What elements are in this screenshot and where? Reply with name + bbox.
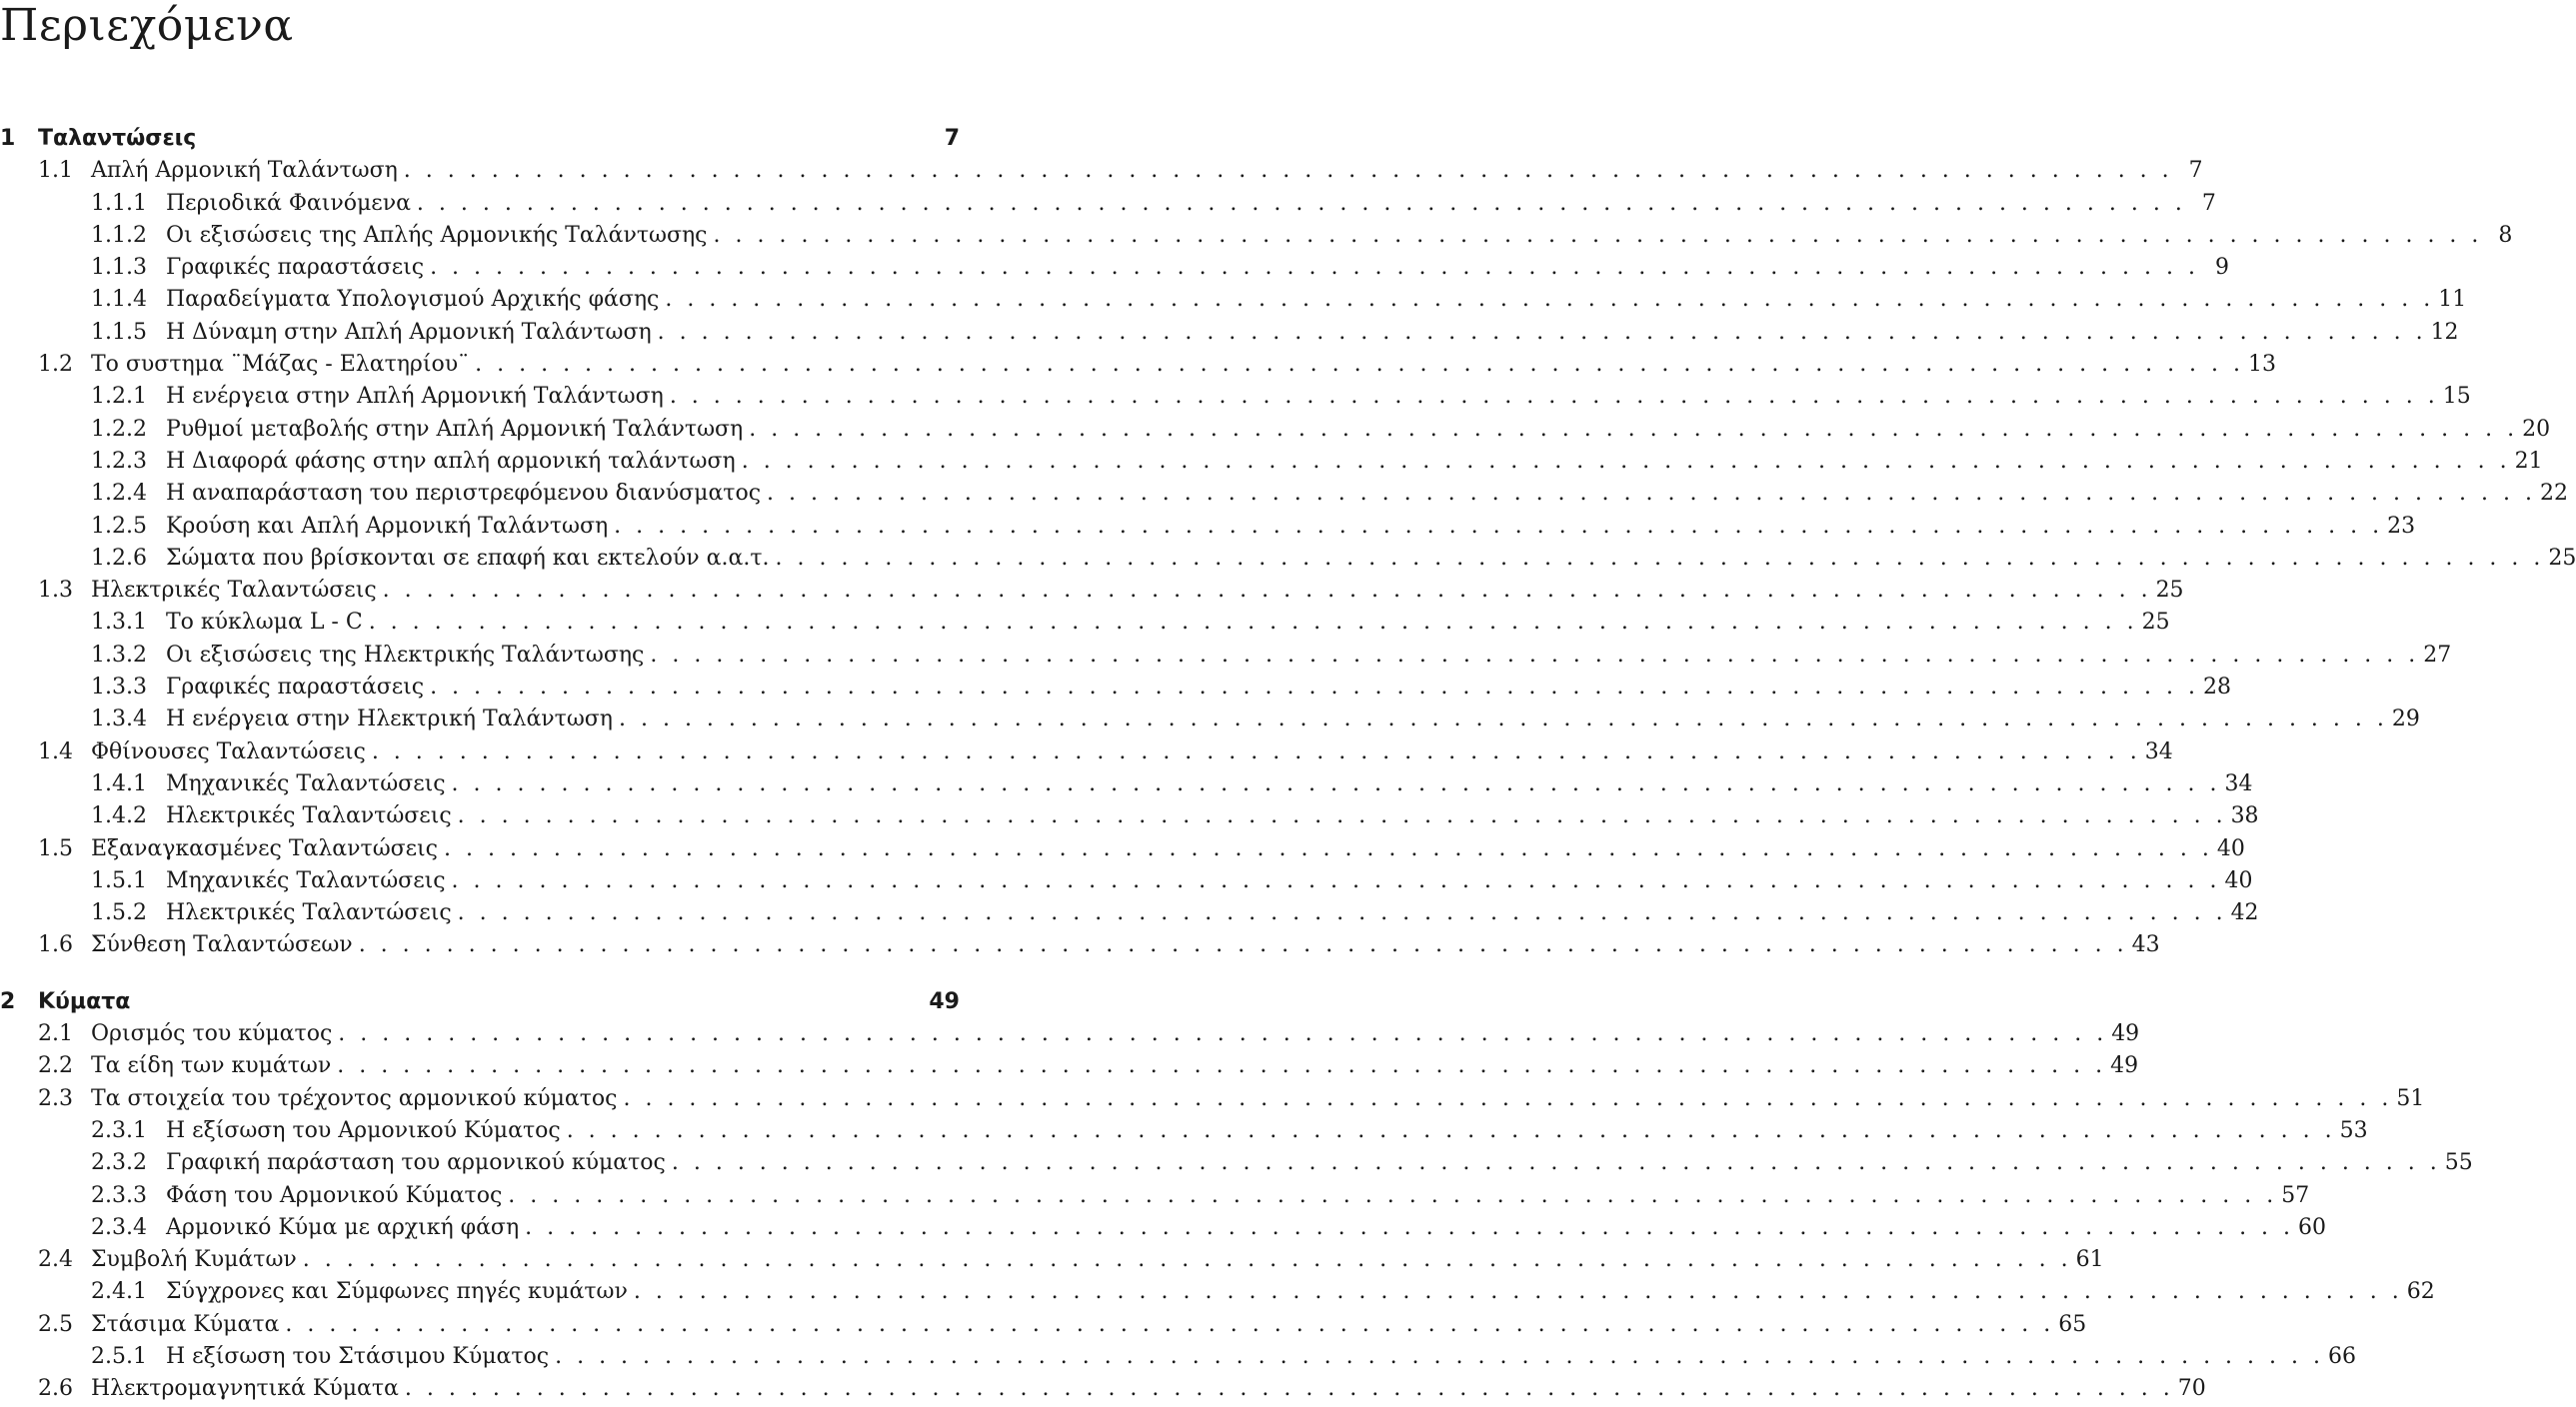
section-title: Ηλεκτρικές Ταλαντώσεις: [166, 900, 452, 926]
section-number: 2.3.3: [91, 1182, 147, 1208]
toc-subsection-row[interactable]: [0, 672, 2231, 704]
section-title: Συμβολή Κυμάτων: [91, 1247, 297, 1273]
dot-leader: [742, 446, 2511, 478]
toc-subsection-row[interactable]: [0, 511, 2416, 543]
section-number: 1.4.1: [91, 770, 147, 796]
section-number: 2.1: [38, 1021, 73, 1047]
section-number: 1.3.1: [91, 610, 147, 636]
section-title: Η Διαφορά φάσης στην απλή αρμονική ταλάντωση: [166, 448, 736, 474]
toc-subsection-row[interactable]: [0, 284, 2467, 316]
section-number: 1.1: [38, 158, 73, 184]
chapter-title: Κύματα: [38, 988, 131, 1014]
toc-subsection-row[interactable]: [0, 640, 2452, 672]
dot-leader: [776, 543, 2545, 575]
section-title: Γραφική παράσταση του αρμονικού κύματος: [166, 1150, 666, 1176]
section-number: 1.1.4: [91, 287, 147, 313]
page-number: 8: [2498, 222, 2513, 248]
section-number: 1.2.1: [91, 384, 147, 410]
toc-chapter-row[interactable]: [0, 986, 960, 1018]
toc-section-row[interactable]: [0, 1244, 2104, 1276]
page-number: 60: [2298, 1214, 2327, 1240]
page-number: 11: [2438, 287, 2467, 313]
page-number: 43: [2131, 932, 2160, 958]
section-title: Απλή Αρμονική Ταλάντωση: [91, 158, 398, 184]
toc-subsection-row[interactable]: [0, 1115, 2368, 1147]
page-number: 7: [944, 126, 960, 151]
toc-section-row[interactable]: [0, 736, 2173, 768]
chapter-title: Ταλαντώσεις: [38, 126, 197, 151]
section-title: Ηλεκτρομαγνητικά Κύματα: [91, 1376, 399, 1402]
page-number: 12: [2430, 319, 2459, 345]
section-title: Σώματα που βρίσκονται σε επαφή και εκτελούν α.α.τ.: [166, 545, 770, 571]
page-number: 53: [2339, 1117, 2368, 1143]
page-number: 29: [2391, 706, 2420, 732]
section-number: 2.3: [38, 1085, 73, 1111]
section-number: 1.5.2: [91, 900, 147, 926]
section-number: 2.5: [38, 1311, 73, 1337]
section-title: Παραδείγματα Υπολογισμού Αρχικής φάσης: [166, 287, 660, 313]
section-number: 2.3.1: [91, 1117, 147, 1143]
section-title: Γραφικές παραστάσεις: [166, 675, 425, 701]
toc-chapter-row[interactable]: [0, 123, 960, 155]
toc-subsection-row[interactable]: [0, 704, 2420, 735]
dot-leader: [670, 381, 2439, 413]
dot-leader: [430, 252, 2199, 284]
page-title: Περιεχόμενα: [0, 0, 294, 51]
toc-section-row[interactable]: [0, 575, 2184, 607]
section-title: Η εξίσωση του Αρμονικού Κύματος: [166, 1117, 561, 1143]
section-number: 1.3.2: [91, 642, 147, 668]
section-title: Σύγχρονες και Σύμφωνες πηγές κυμάτων: [166, 1279, 628, 1305]
section-title: Κρούση και Απλή Αρμονική Ταλάντωση: [166, 513, 609, 539]
section-number: 1.2.2: [91, 416, 147, 442]
section-number: 2.3.4: [91, 1214, 147, 1240]
toc-subsection-row[interactable]: [0, 252, 2229, 284]
page-number: 49: [2110, 1053, 2139, 1079]
section-title: Στάσιμα Κύματα: [91, 1311, 280, 1337]
section-title: Η ενέργεια στην Απλή Αρμονική Ταλάντωση: [166, 384, 664, 410]
section-number: 1.6: [38, 932, 73, 958]
section-title: Ρυθμοί μεταβολής στην Απλή Αρμονική Ταλάντωση: [166, 416, 744, 442]
page-number: 55: [2444, 1150, 2473, 1176]
section-title: Μηχανικές Ταλαντώσεις: [166, 770, 446, 796]
toc-subsection-row[interactable]: [0, 607, 2170, 639]
section-number: 1.5.1: [91, 867, 147, 893]
toc-subsection-row[interactable]: [0, 897, 2259, 929]
dot-leader: [508, 1180, 2277, 1212]
toc-section-row[interactable]: [0, 929, 2160, 961]
chapter-number: 2: [0, 988, 16, 1014]
dot-leader: [714, 220, 2483, 252]
dot-leader: [417, 188, 2186, 220]
page-number: 7: [2188, 158, 2203, 184]
section-number: 1.2.6: [91, 545, 147, 571]
page-number: 15: [2442, 384, 2471, 410]
chapter-number: 1: [0, 126, 16, 151]
dot-leader: [303, 1244, 2072, 1276]
dot-leader: [567, 1115, 2336, 1147]
dot-leader: [338, 1018, 2107, 1050]
section-number: 1.1.1: [91, 190, 147, 216]
section-title: Η ενέργεια στην Ηλεκτρική Ταλάντωση: [166, 706, 613, 732]
page-number: 23: [2387, 513, 2416, 539]
page-number: 66: [2328, 1343, 2356, 1369]
dot-leader: [767, 478, 2536, 510]
page-number: 27: [2423, 642, 2452, 668]
toc-section-row[interactable]: [0, 349, 2277, 381]
section-title: Τα είδη των κυμάτων: [91, 1053, 332, 1079]
section-title: Ορισμός του κύματος: [91, 1021, 333, 1047]
section-title: Ηλεκτρικές Ταλαντώσεις: [91, 578, 377, 604]
toc-subsection-row[interactable]: [0, 1341, 2356, 1373]
section-number: 1.4.2: [91, 803, 147, 829]
page-number: 21: [2514, 448, 2543, 474]
toc-section-row[interactable]: [0, 1050, 2139, 1082]
toc-subsection-row[interactable]: [0, 220, 2513, 252]
dot-leader: [430, 672, 2199, 704]
page-number: 57: [2281, 1182, 2310, 1208]
dot-leader: [665, 284, 2434, 316]
dot-leader: [369, 607, 2138, 639]
section-title: Γραφικές παραστάσεις: [166, 255, 425, 281]
dot-leader: [383, 575, 2152, 607]
page-number: 25: [2141, 610, 2170, 636]
dot-leader: [337, 1050, 2106, 1082]
toc-subsection-row[interactable]: [0, 865, 2253, 897]
toc-subsection-row[interactable]: [0, 768, 2253, 800]
page-number: 20: [2522, 416, 2551, 442]
section-number: 2.4: [38, 1247, 73, 1273]
dot-leader: [452, 768, 2221, 800]
toc-subsection-row[interactable]: [0, 1212, 2327, 1244]
section-number: 1.1.5: [91, 319, 147, 345]
page-number: 65: [2058, 1311, 2087, 1337]
section-title: Οι εξισώσεις της Απλής Αρμονικής Ταλάντωσης: [166, 222, 708, 248]
dot-leader: [634, 1276, 2403, 1308]
toc-subsection-row[interactable]: [0, 478, 2568, 510]
page-number: 49: [2111, 1021, 2140, 1047]
page-number: 49: [929, 988, 960, 1014]
section-title: Μηχανικές Ταλαντώσεις: [166, 867, 446, 893]
section-number: 1.3: [38, 578, 73, 604]
toc-subsection-row[interactable]: [0, 414, 2551, 446]
dot-leader: [619, 704, 2388, 735]
toc-section-row[interactable]: [0, 155, 2203, 187]
dot-leader: [458, 897, 2227, 929]
section-number: 1.2.5: [91, 513, 147, 539]
toc-subsection-row[interactable]: [0, 188, 2216, 220]
page-number: 22: [2539, 481, 2568, 507]
dot-leader: [749, 414, 2518, 446]
dot-leader: [452, 865, 2221, 897]
page-number: 42: [2230, 900, 2259, 926]
section-title: Περιοδικά Φαινόμενα: [166, 190, 411, 216]
dot-leader: [475, 349, 2244, 381]
page-number: 61: [2075, 1247, 2104, 1273]
page-number: 34: [2224, 770, 2253, 796]
dot-leader: [658, 317, 2427, 349]
section-title: Φθίνουσες Ταλαντώσεις: [91, 738, 366, 764]
toc-subsection-row[interactable]: [0, 1180, 2310, 1212]
section-title: Εξαναγκασμένες Ταλαντώσεις: [91, 835, 438, 861]
page-number: 13: [2248, 352, 2277, 378]
toc-section-row[interactable]: [0, 1309, 2087, 1341]
page-number: 28: [2202, 675, 2231, 701]
page-number: 38: [2230, 803, 2259, 829]
dot-leader: [359, 929, 2128, 961]
dot-leader: [372, 736, 2141, 768]
dot-leader: [623, 1083, 2392, 1115]
chapter-gap: [0, 962, 960, 986]
dot-leader: [525, 1212, 2294, 1244]
page-number: 9: [2214, 255, 2229, 281]
dot-leader: [458, 800, 2227, 832]
page-number: 25: [2155, 578, 2184, 604]
toc-subsection-row[interactable]: [0, 381, 2471, 413]
toc-subsection-row[interactable]: [0, 543, 2576, 575]
toc-subsection-row[interactable]: [0, 1276, 2435, 1308]
section-number: 2.2: [38, 1053, 73, 1079]
section-title: Το κύκλωμα L - C: [166, 610, 363, 636]
toc-section-row[interactable]: [0, 1373, 2206, 1405]
page-number: 40: [2224, 867, 2253, 893]
section-title: Αρμονικό Κύμα με αρχική φάση: [166, 1214, 520, 1240]
toc-subsection-row[interactable]: [0, 446, 2543, 478]
section-number: 1.3.4: [91, 706, 147, 732]
toc-section-row[interactable]: [0, 833, 2245, 865]
section-number: 2.3.2: [91, 1150, 147, 1176]
section-title: Το συστημα ¨Μάζας - Ελατηρίου¨: [91, 352, 470, 378]
page-number: 34: [2144, 738, 2173, 764]
section-title: Η αναπαράσταση του περιστρεφόμενου διανύσματος: [166, 481, 762, 507]
section-title: Οι εξισώσεις της Ηλεκτρικής Ταλάντωσης: [166, 642, 645, 668]
section-title: Η εξίσωση του Στάσιμου Κύματος: [166, 1343, 550, 1369]
dot-leader: [405, 1373, 2174, 1405]
dot-leader: [555, 1341, 2324, 1373]
toc-subsection-row[interactable]: [0, 800, 2259, 832]
dot-leader: [650, 640, 2419, 672]
section-title: Φάση του Αρμονικού Κύματος: [166, 1182, 503, 1208]
dot-leader: [444, 833, 2213, 865]
toc-subsection-row[interactable]: [0, 317, 2459, 349]
dot-leader: [404, 155, 2173, 187]
page-number: 70: [2177, 1376, 2206, 1402]
section-title: Σύνθεση Ταλαντώσεων: [91, 932, 353, 958]
section-number: 2.6: [38, 1376, 73, 1402]
page-number: 62: [2406, 1279, 2435, 1305]
section-number: 1.5: [38, 835, 73, 861]
section-number: 2.4.1: [91, 1279, 147, 1305]
section-number: 2.5.1: [91, 1343, 147, 1369]
section-title: Τα στοιχεία του τρέχοντος αρμονικού κύματος: [91, 1085, 618, 1111]
section-number: 1.2.3: [91, 448, 147, 474]
toc-section-row[interactable]: [0, 1018, 2140, 1050]
dot-leader: [672, 1147, 2441, 1179]
section-title: Ηλεκτρικές Ταλαντώσεις: [166, 803, 452, 829]
toc-section-row[interactable]: [0, 1083, 2425, 1115]
section-number: 1.1.3: [91, 255, 147, 281]
page-number: 25: [2548, 545, 2576, 571]
page-number: 40: [2216, 835, 2245, 861]
page-number: 51: [2396, 1085, 2425, 1111]
section-number: 1.1.2: [91, 222, 147, 248]
table-of-contents: [0, 123, 2576, 1406]
section-number: 1.4: [38, 738, 73, 764]
page-number: 7: [2201, 190, 2216, 216]
section-number: 1.3.3: [91, 675, 147, 701]
section-number: 1.2.4: [91, 481, 147, 507]
toc-subsection-row[interactable]: [0, 1147, 2473, 1179]
section-title: Η Δύναμη στην Απλή Αρμονική Ταλάντωση: [166, 319, 652, 345]
dot-leader: [614, 511, 2383, 543]
section-number: 1.2: [38, 352, 73, 378]
dot-leader: [285, 1309, 2054, 1341]
